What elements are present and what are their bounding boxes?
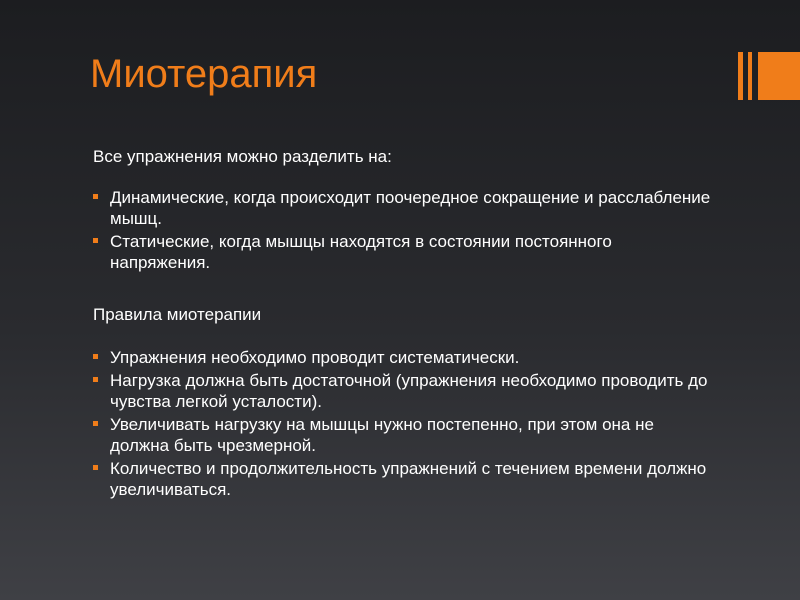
list-item-text: Нагрузка должна быть достаточной (упражнения необходимо проводить до чувства легкой усталости). (110, 371, 708, 411)
list-item (93, 187, 713, 229)
slide-title: Миотерапия (90, 52, 318, 96)
rules-heading: Правила миотерапии (93, 305, 262, 324)
bullet-icon (93, 421, 98, 426)
accent-decoration-block (758, 52, 800, 100)
list-item (93, 347, 713, 368)
intro-text: Все упражнения можно разделить на: (93, 147, 392, 166)
list-item (93, 370, 713, 412)
types-list (93, 187, 713, 273)
bullet-icon (93, 238, 98, 243)
list-item (93, 414, 713, 456)
list-item (93, 458, 713, 500)
bullet-icon (93, 377, 98, 382)
slide-content (93, 146, 713, 502)
list-item-text: Увеличивать нагрузку на мышцы нужно постепенно, при этом она не должна быть чрезмерной. (110, 415, 654, 455)
accent-decoration-bar (748, 52, 752, 100)
bullet-icon (93, 465, 98, 470)
list-item-text: Динамические, когда происходит поочередное сокращение и расслабление мышц. (110, 188, 711, 228)
list-item (93, 231, 713, 273)
accent-decoration-bar (738, 52, 743, 100)
bullet-icon (93, 194, 98, 199)
bullet-icon (93, 354, 98, 359)
list-item-text: Упражнения необходимо проводит систематически. (110, 348, 520, 367)
rules-list (93, 347, 713, 500)
list-item-text: Количество и продолжительность упражнений с течением времени должно увеличиваться. (110, 459, 707, 499)
list-item-text: Статические, когда мышцы находятся в состоянии постоянного напряжения. (110, 232, 612, 272)
